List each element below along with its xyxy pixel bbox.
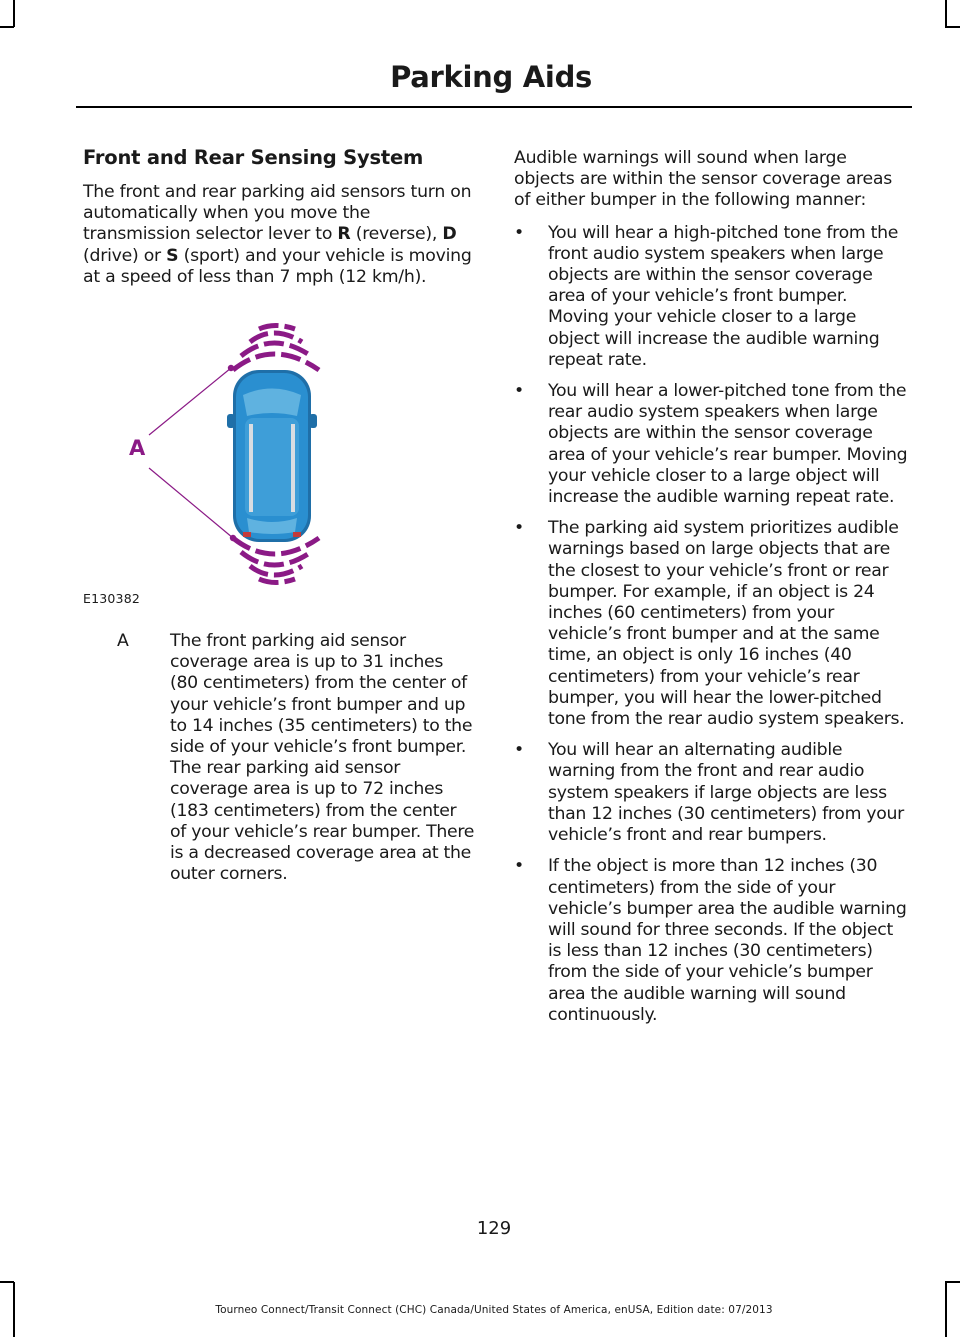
front-sensor-zone [233,326,319,371]
callout-leader-front [149,368,231,435]
list-item [514,223,909,371]
figure-code: E130382 [83,591,141,606]
vehicle-top-view [227,370,317,542]
bullet-icon: • [514,518,524,539]
callout-key: A [117,631,129,651]
list-item-text: The parking aid system prioritizes audible warnings based on large objects that are the closest to your vehicle’s front or rear bumper. For example, if an object is 24 inches (60 centimeters) from your vehicle’s front bumper and at the same time, an object is only 16 inches (40 centimeters) from your vehicle’s rear bumper, you will hear the lower-pitched tone from the rear audio system speakers. [548,518,905,730]
intro-paragraph [83,182,475,288]
page-footer: Tourneo Connect/Transit Connect (CHC) Canada/United States of America, enUSA, Edition date: 07/2013 [215,1304,773,1316]
left-column [83,146,475,288]
parking-sensor-figure [83,320,343,610]
callout-text: The front parking aid sensor coverage area is up to 31 inches (80 centimeters) from the center of your vehicle’s front bumper and up to 14 inches (35 centimeters) to the side of your vehicle’s front bumper. The rear parking aid sensor coverage area is up to 72 inches (183 centimeters) from the center of your vehicle’s rear bumper. There is a decreased coverage area at the outer corners. [170,631,475,885]
list-item-text: If the object is more than 12 inches (30 centimeters) from the side of your vehicle’s bumper area the audible warning will sound for three seconds. If the object is less than 12 inches (30 centimeters) from the side of your vehicle’s bumper area the audible warning will sound continuously. [548,856,907,1025]
crop-mark [0,26,14,28]
page-number: 129 [476,1218,512,1239]
intro-text: (reverse), [350,224,443,245]
audible-warnings-intro: Audible warnings will sound when large objects are within the sensor coverage areas of either bumper in the following manner: [514,148,892,211]
list-item-text: You will hear a high-pitched tone from the front audio system speakers when large objects are within the sensor coverage area of your vehicle’s front bumper. Moving your vehicle closer to a large object will increase the audible warning repeat rate. [548,222,899,370]
section-heading: Front and Rear Sensing System [83,146,424,169]
crop-mark [0,1281,14,1283]
bullet-icon: • [514,856,524,877]
list-item-text: You will hear a lower-pitched tone from the rear audio system speakers when large objects are within the sensor coverage area of your vehicle’s rear bumper. Moving your vehicle closer to a large object will increase the audible warning repeat rate. [548,381,908,508]
bullet-icon: • [514,381,524,402]
list-item [514,518,909,730]
crop-mark [13,0,15,27]
parking-sensor-diagram [83,320,343,610]
list-item-text: You will hear an alternating audible warning from the front and rear audio system speakers if large objects are less than 12 inches (30 centimeters) from your vehicle’s front and rear bumpers. [548,740,904,846]
callout-description [83,631,475,885]
intro-text: (sport) and your vehicle is moving at a speed of less than 7 mph (12 km/h). [83,245,472,287]
intro-text: The front and rear parking aid sensors turn on automatically when you move the transmission selector lever to [83,182,472,245]
intro-text: (drive) or [83,245,167,266]
list-item [514,381,909,508]
rear-sensor-zone [233,538,319,583]
bullet-icon: • [514,222,524,243]
gear-drive: D [442,224,457,245]
gear-reverse: R [337,224,351,245]
header-divider [76,106,912,108]
gear-sport: S [166,245,179,266]
bullet-icon: • [514,740,524,761]
crop-mark [945,26,960,28]
list-item [514,740,909,846]
callout-leader-rear [149,468,233,538]
audible-warnings-list [514,223,909,1026]
crop-mark [945,1281,960,1283]
crop-mark [945,0,947,27]
list-item [514,856,909,1026]
page-header-title: Parking Aids [390,60,592,94]
right-column [514,148,909,1036]
callout-label-a: A [129,436,146,460]
